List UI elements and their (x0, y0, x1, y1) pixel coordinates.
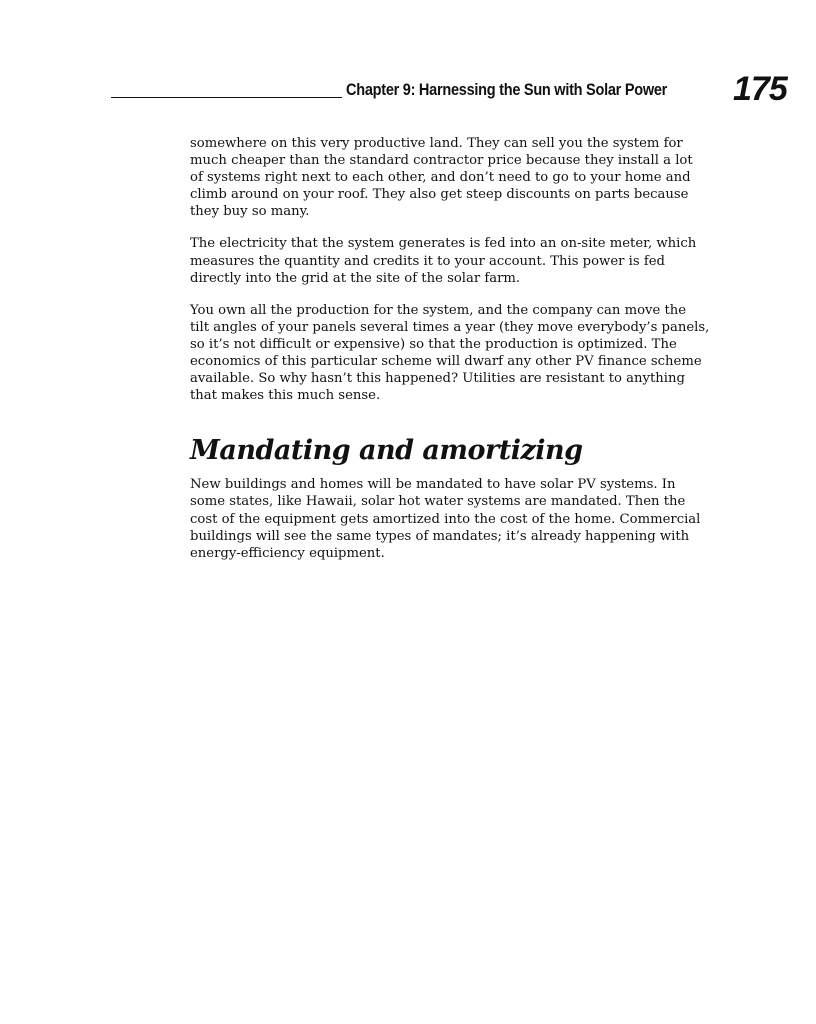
paragraph-line: You own all the production for the system, and the company can move the (190, 302, 687, 318)
paragraph-line: New buildings and homes will be mandated to have solar PV systems. In (190, 477, 676, 493)
paragraph-line: measures the quantity and credits it to your account. This power is fed (190, 253, 665, 269)
paragraph-line: so it’s not difficult or expensive) so that the production is optimized. The (190, 336, 677, 352)
paragraph-line: somewhere on this very productive land. They can sell you the system for (190, 136, 683, 151)
paragraph-line: some states, like Hawaii, solar hot water systems are mandated. Then the (190, 494, 686, 510)
paragraph-line: cost of the equipment gets amortized into the cost of the home. Commercial (190, 511, 701, 527)
header-rule (111, 97, 342, 98)
paragraph-3 (190, 302, 715, 405)
paragraph-line: energy-efficiency equipment. (190, 545, 385, 561)
paragraph-line: climb around on your roof. They also get steep discounts on parts because (190, 187, 689, 203)
paragraph-line: buildings will see the same types of mandates; it’s already happening with (190, 528, 690, 544)
paragraph-line: of systems right next to each other, and don’t need to go to your home and (190, 170, 691, 186)
paragraph-line: directly into the grid at the site of the solar farm. (190, 270, 521, 286)
page-number: 175 (733, 70, 787, 108)
paragraph-1 (190, 135, 715, 220)
paragraph-line: much cheaper than the standard contractor price because they install a lot (190, 153, 693, 169)
paragraph-line: The electricity that the system generates is fed into an on-site meter, which (190, 236, 697, 252)
page-body (190, 135, 715, 577)
chapter-title: Chapter 9: Harnessing the Sun with Solar Power (346, 81, 668, 99)
paragraph-line: that makes this much sense. (190, 388, 381, 404)
paragraph-line: economics of this particular scheme will dwarf any other PV finance scheme (190, 354, 702, 370)
paragraph-line: tilt angles of your panels several times a year (they move everybody’s panels, (190, 319, 710, 335)
paragraph-line: they buy so many. (190, 204, 310, 220)
paragraph-2 (190, 235, 715, 286)
section-heading: Mandating and amortizing (190, 435, 583, 467)
paragraph-line: available. So why hasn’t this happened? Utilities are resistant to anything (190, 371, 685, 387)
section-paragraph (190, 476, 715, 561)
